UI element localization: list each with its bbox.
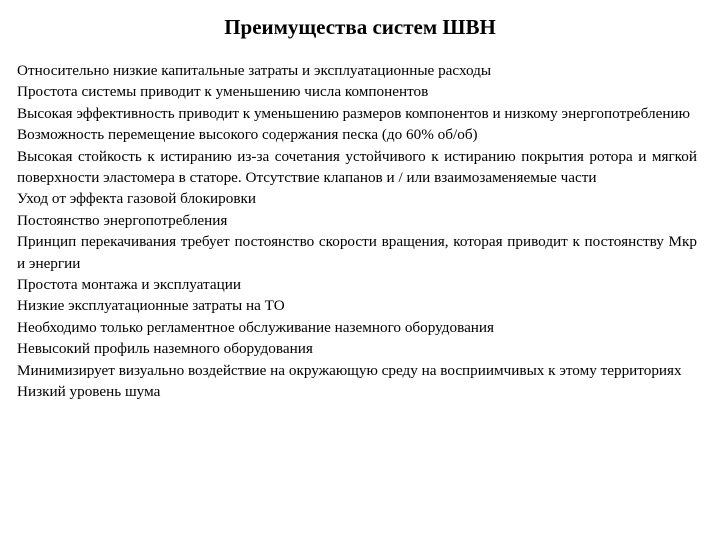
advantages-list	[17, 60, 697, 403]
list-item: Высокая стойкость к истиранию из-за сочетания устойчивого к истиранию покрытия ротора и мягкой поверхности эластомера в статоре. Отсутствие клапанов и / или взаимозаменяемые части	[17, 147, 697, 187]
list-item: Возможность перемещение высокого содержания песка (до 60% об/об)	[17, 126, 478, 144]
list-item: Уход от эффекта газовой блокировки	[17, 190, 257, 208]
slide-title: Преимущества систем ШВН	[224, 15, 496, 39]
list-item: Высокая эффективность приводит к уменьшению размеров компонентов и низкому энергопотреблению	[17, 104, 690, 122]
list-item: Простота монтажа и эксплуатации	[17, 276, 241, 294]
list-item: Относительно низкие капитальные затраты и эксплуатационные расходы	[17, 62, 492, 79]
list-item: Необходимо только регламентное обслуживание наземного оборудования	[17, 318, 495, 336]
list-item: Принцип перекачивания требует постоянство скорости вращения, которая приводит к постоянству Мкр и энергии	[17, 233, 697, 272]
list-item: Невысокий профиль наземного оборудования	[17, 340, 313, 358]
list-item: Постоянство энергопотребления	[17, 211, 228, 229]
list-item: Минимизирует визуально воздействие на окружающую среду на восприимчивых к этому территориях	[17, 361, 682, 379]
list-item: Простота системы приводит к уменьшению числа компонентов	[17, 83, 429, 101]
list-item: Низкие эксплуатационные затраты на ТО	[17, 297, 285, 315]
list-item: Низкий уровень шума	[17, 383, 161, 401]
